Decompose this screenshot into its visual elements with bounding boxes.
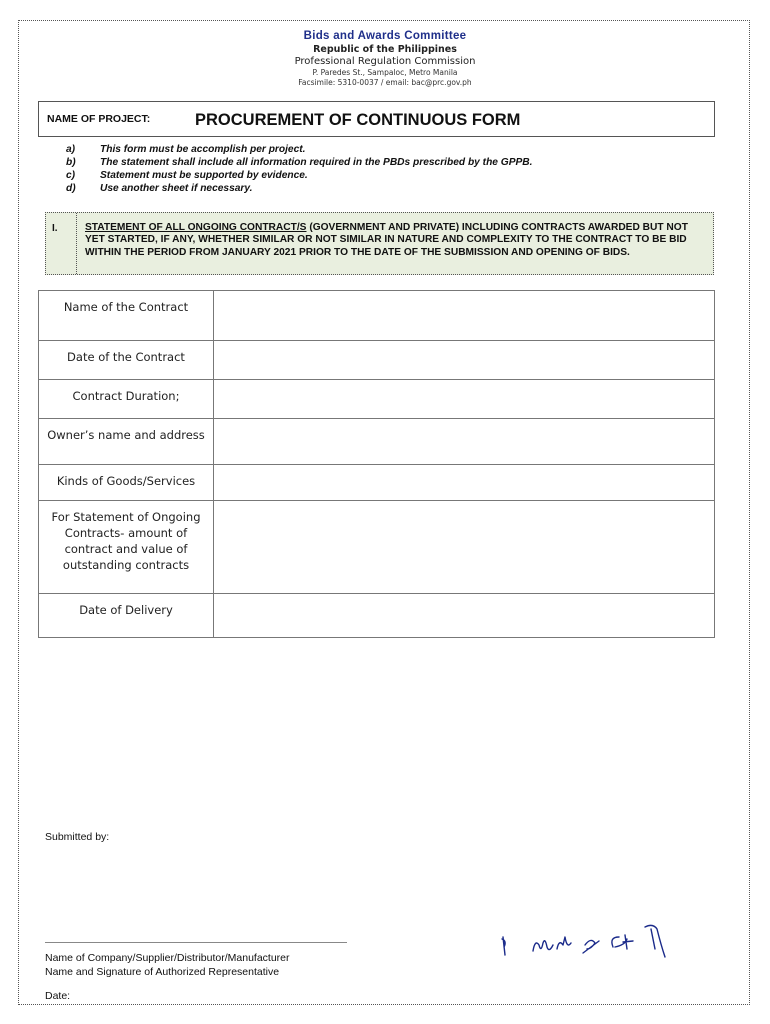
instruction-key: b) <box>66 157 76 168</box>
row-value-field[interactable] <box>214 341 715 380</box>
instruction-key: c) <box>66 170 76 181</box>
row-value-field[interactable] <box>214 501 715 594</box>
letterhead <box>0 30 770 87</box>
instruction-item <box>66 182 533 195</box>
table-row <box>39 291 715 341</box>
table-row <box>39 501 715 594</box>
committee-name: Bids and Awards Committee <box>303 30 467 42</box>
instruction-text: This form must be accomplish per project. <box>100 144 306 155</box>
row-value-field[interactable] <box>214 594 715 638</box>
row-label: For Statement of Ongoing Contracts- amount of contract and value of outstanding contracts <box>39 501 214 594</box>
row-label: Contract Duration; <box>39 380 214 419</box>
handwritten-signature <box>495 915 675 980</box>
project-box <box>38 101 715 137</box>
agency-address: P. Paredes St., Sampaloc, Metro Manila <box>312 68 458 77</box>
project-title: PROCUREMENT OF CONTINUOUS FORM <box>195 111 521 129</box>
table-row <box>39 341 715 380</box>
table-row <box>39 380 715 419</box>
signature-line <box>45 942 347 943</box>
instruction-key: a) <box>66 144 76 155</box>
agency-name: Professional Regulation Commission <box>294 56 476 67</box>
row-label: Owner’s name and address <box>39 419 214 465</box>
row-value-field[interactable] <box>214 291 715 341</box>
project-label: NAME OF PROJECT: <box>47 113 151 125</box>
country-name: Republic of the Philippines <box>313 44 457 55</box>
instruction-text: Use another sheet if necessary. <box>100 183 253 194</box>
section-number: I. <box>52 223 58 234</box>
row-value-field[interactable] <box>214 380 715 419</box>
row-label: Date of the Contract <box>39 341 214 380</box>
section-title <box>85 222 705 259</box>
table-row <box>39 419 715 465</box>
instruction-text: Statement must be supported by evidence. <box>100 170 308 181</box>
date-label: Date: <box>45 990 71 1002</box>
section-title-rest: (GOVERNMENT AND PRIVATE) INCLUDING CONTRACTS AWARDED BUT NOT YET STARTED, IF ANY, WHETHER SIMILAR OR NOT SIMILAR IN NATURE AND COMPLEXITY TO THE CONTRACT TO BE BID WITHIN THE PERIOD FROM JANUARY 2021 PRIOR TO THE DATE OF THE SUBMISSION AND OPENING OF BIDS. <box>85 222 688 258</box>
instruction-key: d) <box>66 183 76 194</box>
signature-caption <box>45 951 290 979</box>
row-value-field[interactable] <box>214 465 715 501</box>
company-caption: Name of Company/Supplier/Distributor/Manufacturer <box>45 952 290 964</box>
row-value-field[interactable] <box>214 419 715 465</box>
table-row <box>39 594 715 638</box>
contract-table <box>38 290 715 638</box>
row-label: Name of the Contract <box>39 291 214 341</box>
row-label: Kinds of Goods/Services <box>39 465 214 501</box>
representative-caption: Name and Signature of Authorized Representative <box>45 966 280 978</box>
section-header <box>45 212 714 275</box>
agency-contact: Facsimile: 5310-0037 / email: bac@prc.gov.ph <box>298 78 472 87</box>
instruction-item <box>66 156 533 169</box>
instruction-item <box>66 169 533 182</box>
instructions-list <box>66 143 533 195</box>
submitted-by-label: Submitted by: <box>45 831 110 843</box>
section-title-underlined: STATEMENT OF ALL ONGOING CONTRACT/S <box>85 222 307 233</box>
row-label: Date of Delivery <box>39 594 214 638</box>
instruction-item <box>66 143 533 156</box>
section-divider <box>76 213 77 274</box>
table-row <box>39 465 715 501</box>
instruction-text: The statement shall include all information required in the PBDs prescribed by the GPPB. <box>100 157 533 168</box>
